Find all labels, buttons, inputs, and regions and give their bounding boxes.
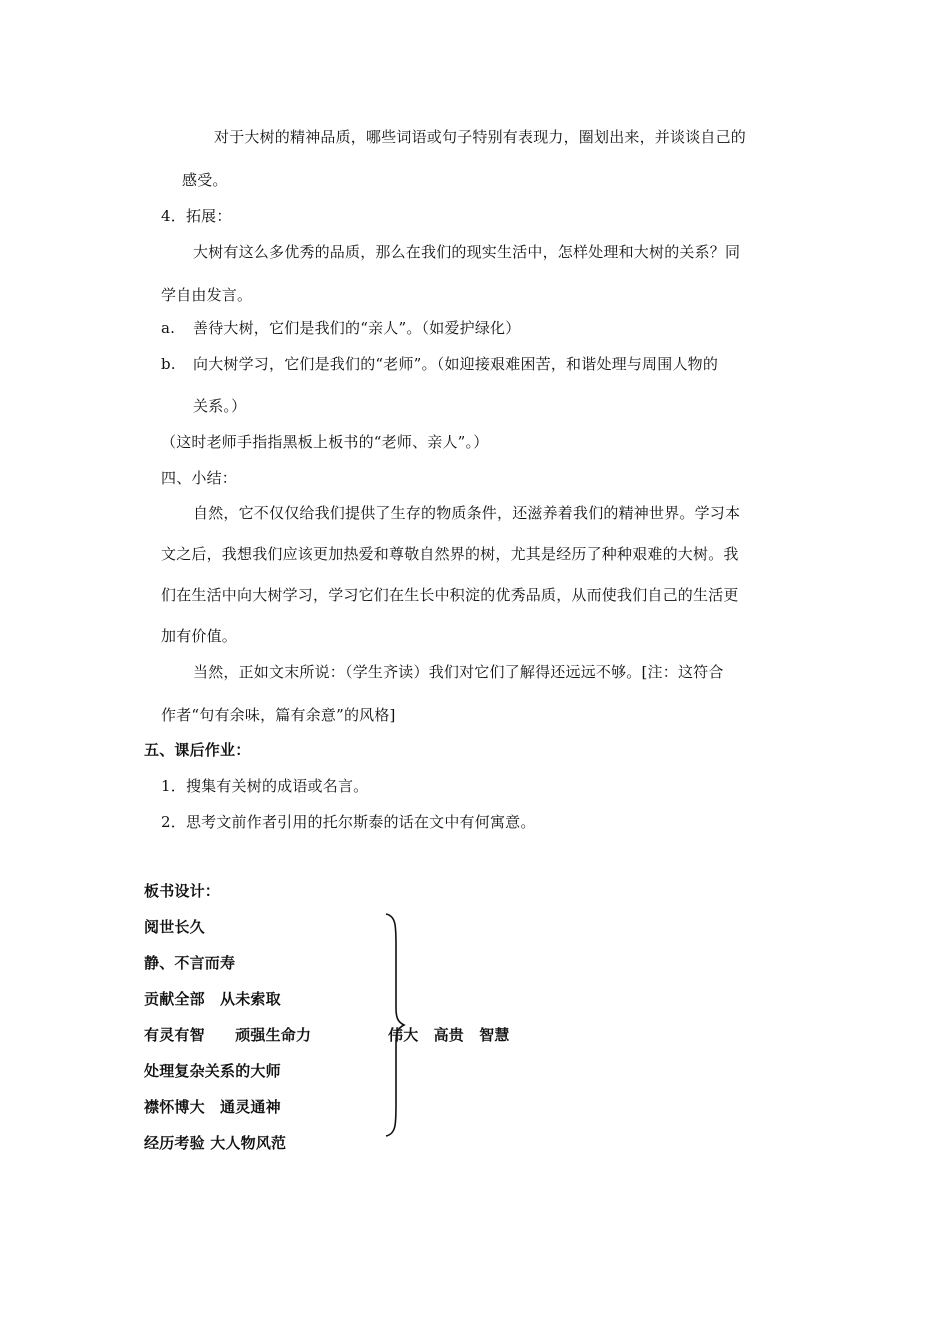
list-item-text: 向大树学习，它们是我们的“老师”。（如迎接艰难困苦，和谐处理与周围人物的 (193, 355, 719, 373)
paragraph-line: 学自由发言。 (161, 286, 253, 304)
paragraph-line: 对于大树的精神品质，哪些词语或句子特别有表现力，圈划出来，并谈谈自己的 (214, 128, 747, 146)
homework-item: 2．思考文前作者引用的托尔斯泰的话在文中有何寓意。 (161, 813, 536, 831)
paragraph-line: 文之后，我想我们应该更加热爱和尊敬自然界的树，尤其是经历了种种艰难的大树。我 (161, 545, 739, 563)
list-marker: b. (161, 355, 176, 373)
list-item-text: 关系。） (193, 397, 247, 415)
homework-heading: 五、课后作业： (144, 741, 251, 759)
paragraph-line: 感受。 (182, 171, 228, 189)
paragraph-line: 自然，它不仅仅给我们提供了生存的物质条件，还滋养着我们的精神世界。学习本 (193, 504, 741, 522)
board-line: 有灵有智 顽强生命力 (144, 1026, 312, 1044)
paragraph-line: 当然，正如文末所说：（学生齐读）我们对它们了解得还远远不够。[注：这符合 (193, 663, 724, 681)
section-heading: 四、小结： (161, 469, 238, 487)
section-heading: 4．拓展： (161, 207, 232, 225)
paragraph-line: 们在生活中向大树学习，学习它们在生长中积淀的优秀品质，从而使我们自己的生活更 (161, 586, 739, 604)
homework-item: 1．搜集有关树的成语或名言。 (161, 777, 369, 795)
board-summary: 伟大 高贵 智慧 (388, 1026, 510, 1044)
board-line: 襟怀博大 通灵通神 (144, 1098, 281, 1116)
list-item-text: 善待大树，它们是我们的“亲人”。（如爱护绿化） (193, 319, 521, 337)
board-line: 处理复杂关系的大师 (144, 1062, 281, 1080)
board-line: 贡献全部 从未索取 (144, 990, 281, 1008)
board-line: 静、不言而寿 (144, 954, 236, 972)
list-marker: a. (161, 319, 176, 337)
paragraph-line: 作者“句有余味，篇有余意”的风格] (161, 706, 396, 724)
board-line: 阅世长久 (144, 918, 205, 936)
paragraph-line: 大树有这么多优秀的品质，那么在我们的现实生活中，怎样处理和大树的关系？同 (193, 243, 741, 261)
board-line: 经历考验 大人物风范 (144, 1134, 287, 1152)
note-text: （这时老师手指指黑板上板书的“老师、亲人”。） (161, 433, 489, 451)
board-heading: 板书设计： (144, 882, 221, 900)
paragraph-line: 加有价值。 (161, 627, 238, 645)
